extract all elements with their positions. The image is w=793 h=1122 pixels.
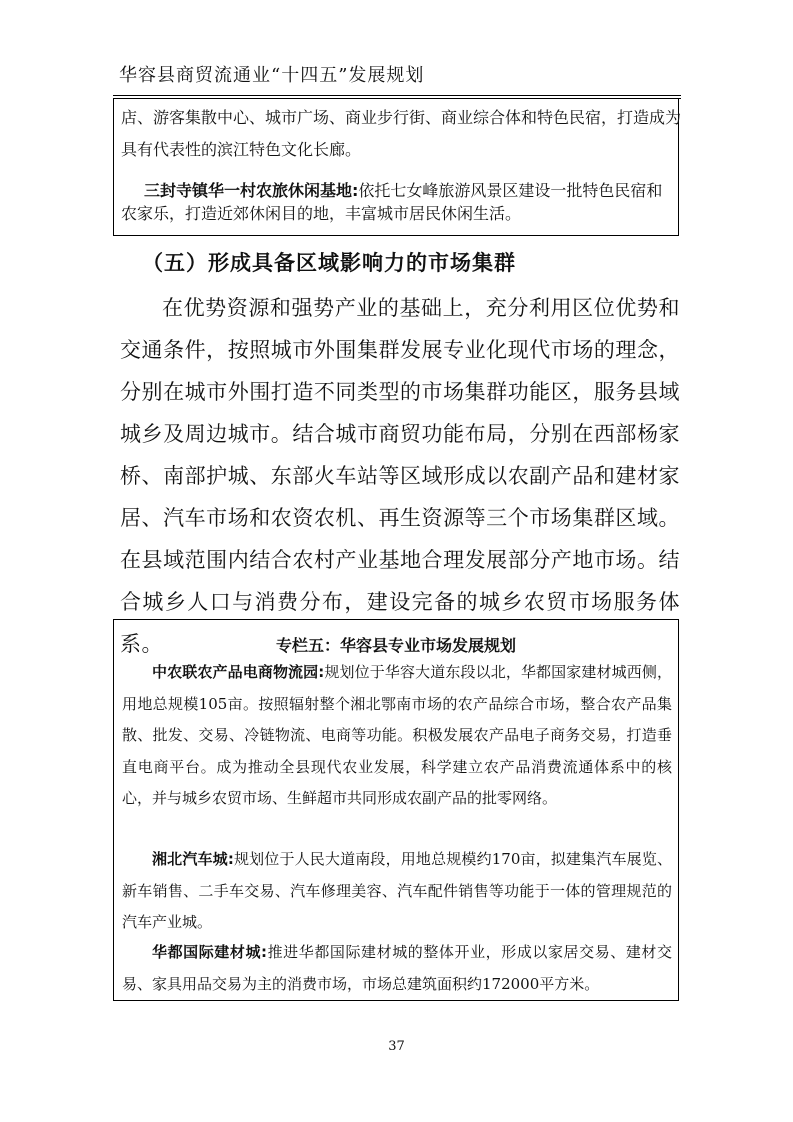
box-text-line: 农家乐，打造近郊休闲目的地，丰富城市居民休闲生活。 (121, 204, 522, 223)
item-text: 推进华都国际建材城的整体开业，形成以家居交易、建材交易、家具用品交易为主的消费市场，市场总建筑面积约172000平方米。 (122, 943, 672, 993)
continued-column-box (113, 98, 682, 236)
item-label: 华都国际建材城: (152, 943, 268, 961)
page-number: 37 (388, 1039, 405, 1054)
section-heading: （五）形成具备区域影响力的市场集群 (142, 251, 516, 275)
column-item (122, 844, 672, 939)
item-text: 依托七女峰旅游风景区建设一批特色民宿和 (358, 181, 663, 200)
item-label: 三封寺镇华一村农旅休闲基地: (144, 181, 359, 200)
column-item (122, 657, 672, 815)
item-text: 规划位于华容大道东段以北，华都国家建材城西侧，用地总规模105亩。按照辐射整个湘北鄂南市场的农产品综合市场，整合农产品集散、批发、交易、冷链物流、电商等功能。积极发展农产品电子商务交易，打造垂直电商平台。成为推动全县现代农业发展，科学建立农产品消费流通体系中的核心，并与城乡农贸市场、生鲜超市共同形成农副产品的批零网络。 (122, 663, 672, 807)
header-divider (113, 95, 681, 96)
item-text: 规划位于人民大道南段，用地总规模约170亩，拟建集汽车展览、新车销售、二手车交易、汽车修理美容、汽车配件销售等功能于一体的管理规范的汽车产业城。 (122, 850, 672, 931)
column-box-market-plan (113, 619, 679, 1001)
item-label: 湘北汽车城: (152, 850, 234, 868)
column-item (122, 937, 672, 1000)
page-header-title: 华容县商贸流通业“十四五”发展规划 (119, 65, 425, 86)
column-box-title: 专栏五：华容县专业市场发展规划 (275, 636, 516, 655)
box-text-line: 店、游客集散中心、城市广场、商业步行街、商业综合体和特色民宿，打造成为 (121, 108, 682, 127)
section-body-paragraph: 在优势资源和强势产业的基础上，充分利用区位优势和交通条件，按照城市外围集群发展专业化现代市场的理念，分别在城市外围打造不同类型的市场集群功能区，服务县域城乡及周边城市。结合城市商贸功能布局，分别在西部杨家桥、南部护城、东部火车站等区域形成以农副产品和建材家居、汽车市场和农资农机、再生资源等三个市场集群区域。在县域范围内结合农村产业基地合理发展部分产地市场。结合城乡人口与消费分布，建设完备的城乡农贸市场服务体系。 (120, 296, 680, 656)
item-label: 中农联农产品电商物流园: (152, 663, 325, 681)
box-text-line: 具有代表性的滨江特色文化长廊。 (121, 140, 362, 159)
